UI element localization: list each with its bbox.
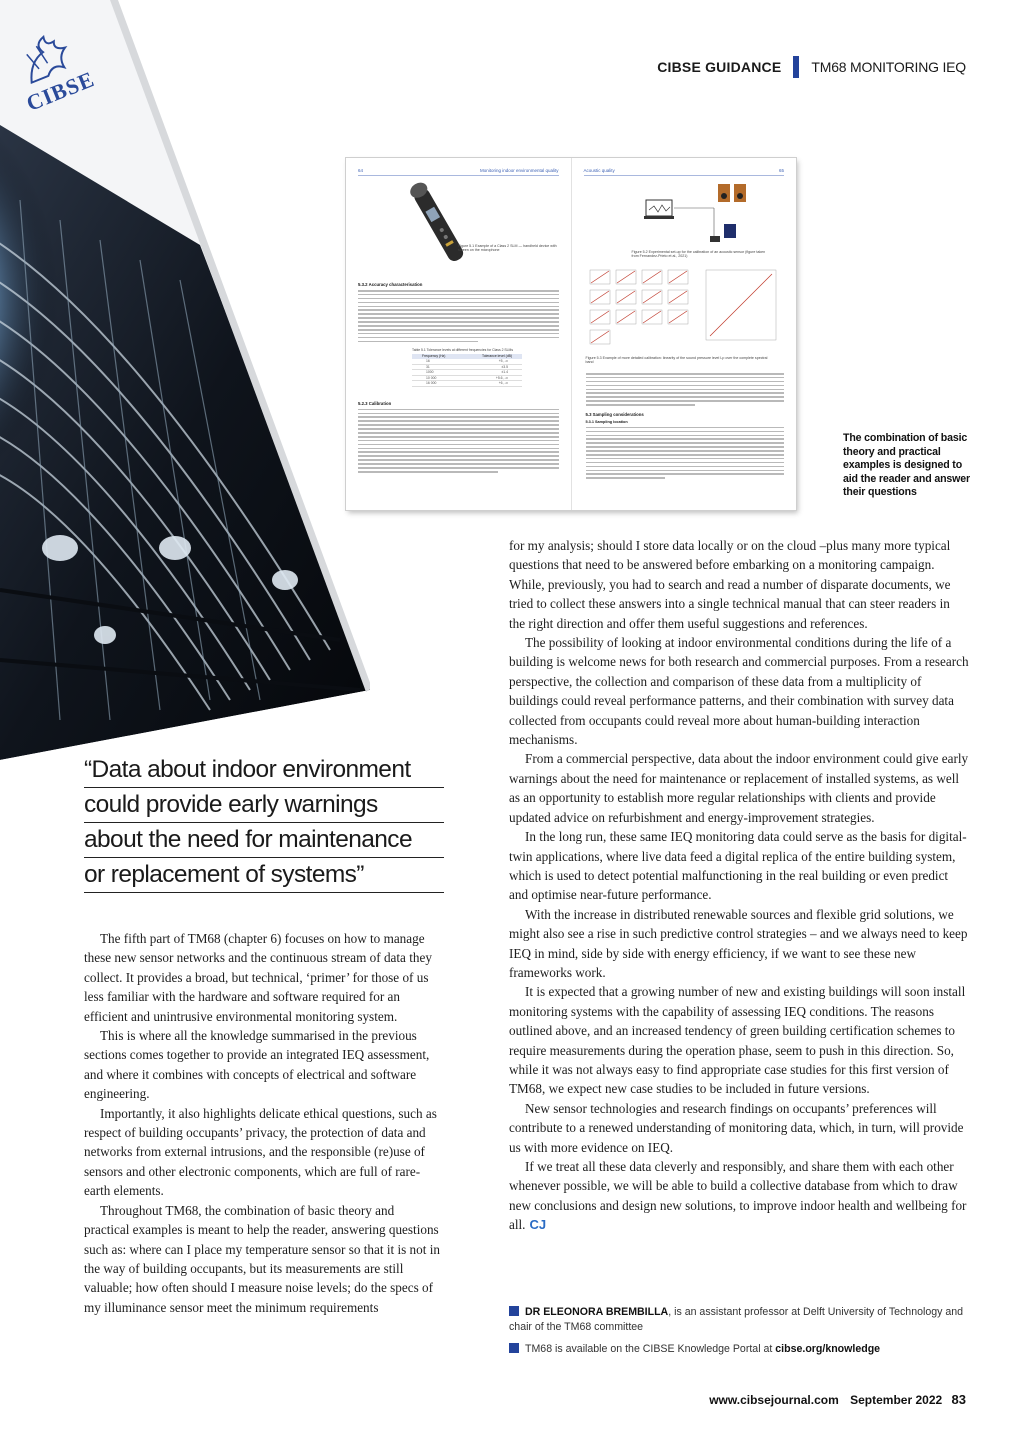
- table-row: [412, 381, 522, 387]
- body-paragraph-text: If we treat all these data cleverly and responsibly, and share them with each other whenever possible, we will be able to build a collective database from which to draw new conclusions and design new solutions, to improve indoor health and wellbeing for all.: [509, 1159, 967, 1233]
- left-page-running-title: Monitoring indoor environmental quality: [479, 168, 559, 173]
- body-paragraph: The possibility of looking at indoor environmental conditions during the life of a building is welcome news for both research and commercial purposes. From a research perspective, the collection and comparison of these data from a multiplicity of buildings could reveal performance patterns, and their combination with survey data collected from occupants could reveal more about human-building interaction mechanisms.: [509, 635, 969, 748]
- table-header-cell: Frequency (Hz): [422, 354, 446, 359]
- linearity-plots-thumbnail: [586, 266, 786, 354]
- right-page-number: 65: [778, 168, 784, 173]
- right-text-block-a: [586, 373, 785, 406]
- bullet-square-icon: [509, 1306, 519, 1316]
- body-paragraph: Throughout TM68, the combination of basic theory and practical examples is meant to help the reader, answering questions such as: where can I place my temperature sensor so that it is not in the way of building occupants, but its measurements are still valuable; how often should I measure noise levels; do the specs of my illuminance sensor meet the minimum requirements: [84, 1202, 440, 1315]
- section-label: CIBSE GUIDANCE: [657, 59, 782, 75]
- table-cell: +6, -∞: [498, 381, 508, 386]
- right-figure-caption-a: Figure 5.2 Experimental set-up for the calibration of an acoustic sensor (figure taken from Fernandez-Prieto et al., 2021): [631, 250, 766, 259]
- running-header: [657, 56, 966, 78]
- left-section-heading-a: 5.3.2 Accuracy characterisation: [358, 282, 423, 287]
- cibse-logo-text: CIBSE: [22, 66, 99, 116]
- pull-quote-line: could provide early warnings: [84, 788, 444, 823]
- right-page-header: [584, 168, 785, 176]
- bullet-square-icon: [509, 1343, 519, 1353]
- tm68-cover-image: [0, 0, 370, 760]
- body-paragraph: From a commercial perspective, data about the indoor environment could give early warnings about the need for maintenance or replacement of installed systems, as well as an opportunity to establish more regular relationships with clients and provide updated advice on refurbishment and energy-improvement strategies.: [509, 751, 969, 825]
- page-number: 83: [951, 1392, 966, 1407]
- body-paragraph: In the long run, these same IEQ monitoring data could serve as the basis for digital-twin applications, where live data feed a digital replica of the entire building system, which is used to detect potential malfunctioning in the real building or even predict and optimise near-future performance.: [509, 829, 967, 903]
- image-caption: The combination of basic theory and practical examples is designed to aid the reader and answer their questions: [843, 432, 970, 499]
- right-text-block-b: [586, 427, 785, 479]
- availability-note: [509, 1342, 969, 1357]
- tolerance-table-caption: Table 5.1 Tolerance levels at different frequencies for Class 2 SLMs: [412, 348, 514, 353]
- left-text-block-a: [358, 290, 559, 342]
- footer-website[interactable]: www.cibsejournal.com: [709, 1393, 839, 1407]
- pull-quote-line: “Data about indoor environment: [84, 753, 444, 788]
- right-section-heading-b: 5.3.1 Sampling location: [585, 419, 628, 424]
- table-cell: 16: [426, 359, 430, 364]
- pull-quote-line: or replacement of systems”: [84, 858, 444, 893]
- body-paragraph: New sensor technologies and research findings on occupants’ preferences will contribute to a renewed understanding of monitoring data, which, in turn, will provide us with more evidence on IEQ.: [509, 1100, 964, 1155]
- author-name: DR ELEONORA BREMBILLA: [525, 1306, 669, 1318]
- publication-title: TM68 MONITORING IEQ: [811, 59, 966, 75]
- left-page-header: [358, 168, 559, 176]
- table-cell: 1000: [426, 370, 434, 375]
- table-cell: 31: [426, 364, 430, 369]
- right-figure-caption-b: Figure 5.3 Example of more detailed calibration: linearity of the sound pressure level Lp over the complete spectral band: [585, 356, 768, 365]
- spread-right-page: [571, 158, 797, 510]
- table-cell: ±1.4: [501, 370, 508, 375]
- table-cell: 16 000: [426, 381, 437, 386]
- calibration-setup-diagram: [644, 178, 764, 248]
- footer-date: September 2022: [850, 1393, 943, 1407]
- left-text-block-b: [358, 409, 559, 473]
- knowledge-portal-link[interactable]: cibse.org/knowledge: [775, 1343, 881, 1355]
- author-bio: [509, 1305, 969, 1335]
- tm68-spread-preview: [346, 158, 796, 510]
- body-paragraph: for my analysis; should I store data locally or on the cloud –plus many more typical questions that need to be answered before embarking on a monitoring campaign. While, previously, you had to search and read a number of disparate documents, we tried to collect these answers into a single technical manual that can steer readers in the right direction and offer them useful suggestions and references.: [509, 538, 951, 631]
- table-cell: 10 000: [426, 375, 437, 380]
- table-cell: ±3.5: [501, 364, 508, 369]
- right-section-heading-a: 5.3 Sampling considerations: [585, 411, 644, 417]
- left-section-heading-b: 5.2.3 Calibration: [358, 400, 392, 406]
- table-cell: +5.6, -∞: [495, 375, 508, 380]
- right-page-running-title: Acoustic quality: [583, 168, 615, 173]
- left-page-number: 64: [358, 168, 364, 173]
- sound-level-meter-icon: [400, 178, 480, 268]
- body-paragraph: This is where all the knowledge summarised in the previous sections comes together to provide an integrated IEQ assessment, and where it combines with concepts of electrical and software engineering.: [84, 1028, 430, 1102]
- end-mark: CJ: [529, 1217, 547, 1233]
- author-bio-text: , is an assistant professor at Delft University of Technology and chair of the TM68 committee: [509, 1306, 964, 1333]
- body-paragraph: It is expected that a growing number of new and existing buildings will soon install monitoring systems with the capability of assessing IEQ conditions. The reasons outlined above, and an increased tendency of green building certification schemes to require measurements during the operation phase, seem to push in this direction. So, while it was not always easy to find appropriate case studies for this first version of TM68, we expect new case studies to be included in future versions.: [509, 984, 966, 1097]
- table-header-cell: Tolerance level (dB): [482, 354, 512, 359]
- tolerance-table: [412, 348, 522, 387]
- pull-quote-line: about the need for maintenance: [84, 823, 444, 858]
- pull-quote: [84, 753, 444, 893]
- body-column-right: [509, 536, 969, 1235]
- header-divider: [793, 56, 799, 78]
- page-footer: [709, 1392, 966, 1407]
- body-paragraph-last: [509, 1157, 969, 1235]
- spread-left-page: [346, 158, 571, 510]
- body-paragraph: The fifth part of TM68 (chapter 6) focuses on how to manage these new sensor networks and the continuous stream of data they collect. It provides a broad, but technical, ‘primer’ for those of us less familiar with the hardware and software required for an efficient and unintrusive environmental monitoring system.: [84, 931, 432, 1024]
- body-paragraph: Importantly, it also highlights delicate ethical questions, such as respect of building occupants’ privacy, the protection of data and networks from external intrusions, and the responsible (re)use of sensors and other electronic components, which are full of rare-earth elements.: [84, 1105, 437, 1199]
- table-cell: +5, -∞: [498, 359, 508, 364]
- body-paragraph: With the increase in distributed renewable sources and flexible grid solutions, we might also see a rise in such predictive control strategies – and we always need to keep IEQ in mind, side by side with energy efficiency, if we want to see these new frameworks work.: [509, 906, 968, 980]
- left-figure-caption: Figure 5.1 Example of a Class 2 SLM — handheld device with screen on the microphone: [458, 244, 557, 253]
- availability-text: TM68 is available on the CIBSE Knowledge Portal at: [525, 1343, 776, 1355]
- body-column-left: [84, 929, 442, 1317]
